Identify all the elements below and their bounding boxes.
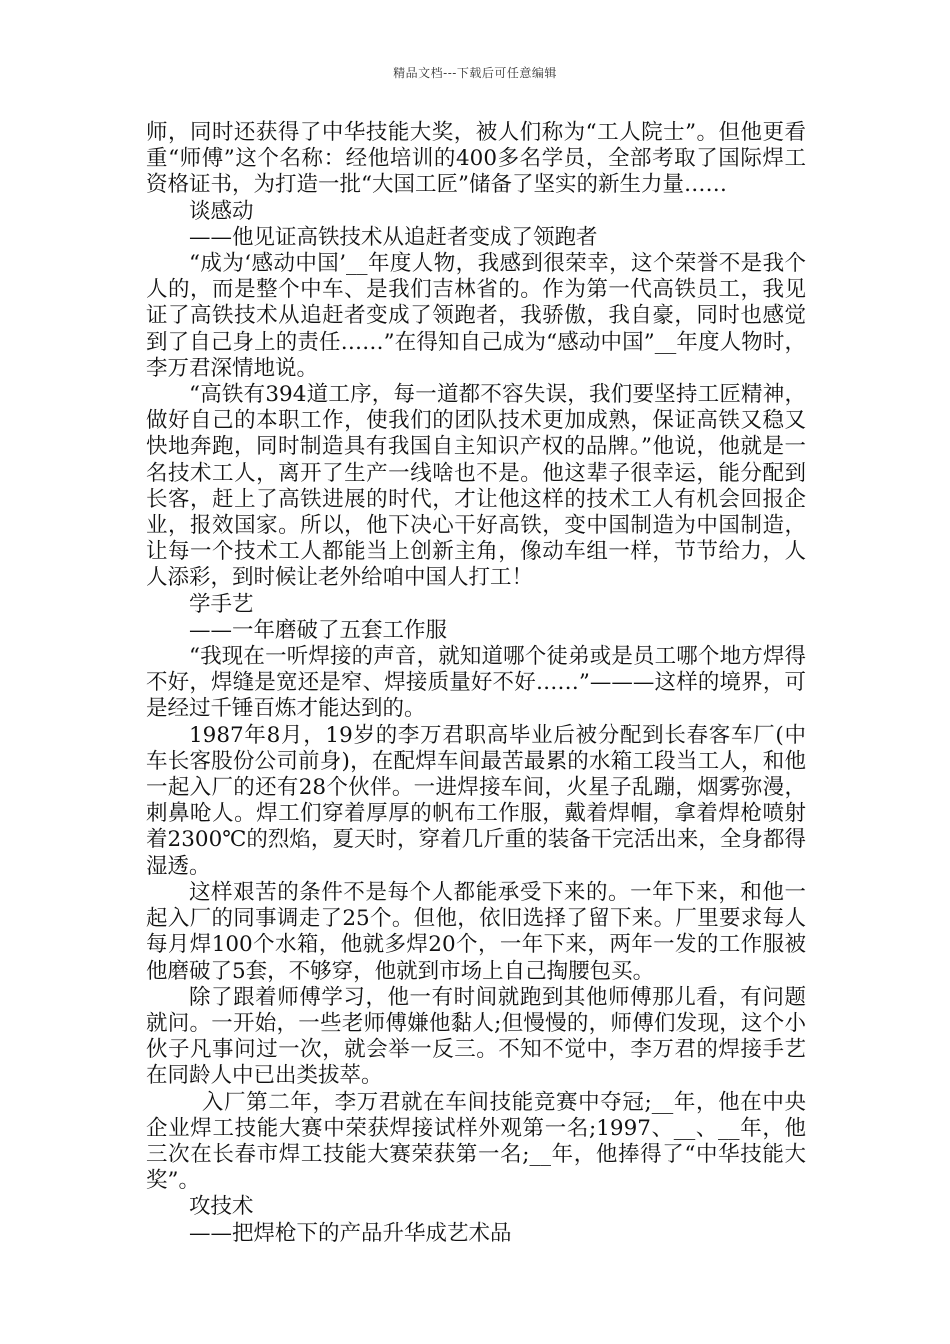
paragraph: 入厂第二年，李万君就在车间技能竞赛中夺冠;__年，他在中央企业焊工技能大赛中荣获焊接试样外观第一名;1997、__、__年，他三次在长春市焊工技能大赛荣获第一名;__年，他捧得了“中华技能大奖”。	[146, 1089, 806, 1194]
page-header: 精品文档---下载后可任意编辑	[393, 66, 557, 80]
paragraph: 1987年8月，19岁的李万君职高毕业后被分配到长春客车厂(中车长客股份公司前身)，在配焊车间最苦最累的水箱工段当工人，和他一起入厂的还有28个伙伴。一进焊接车间，火星子乱蹦，烟雾弥漫，刺鼻呛人。焊工们穿着厚厚的帆布工作服，戴着焊帽，拿着焊枪喷射着2300℃的烈焰，夏天时，穿着几斤重的装备干完活出来，全身都得湿透。	[146, 722, 806, 879]
section-heading: 攻技术	[189, 1194, 254, 1220]
section-subheading: ——他见证高铁技术从追赶者变成了领跑者	[189, 224, 598, 250]
paragraph: 师，同时还获得了中华技能大奖，被人们称为“工人院士”。但他更看重“师傅”这个名称：经他培训的400多名学员，全部考取了国际焊工资格证书，为打造一批“大国工匠”储备了坚实的新生力量……	[146, 120, 806, 198]
section-subheading: ——一年磨破了五套工作服	[189, 617, 448, 643]
paragraph: “高铁有394道工序，每一道都不容失误，我们要坚持工匠精神，做好自己的本职工作，使我们的团队技术更加成熟，保证高铁又稳又快地奔跑，同时制造具有我国自主知识产权的品牌。”他说，他就是一名技术工人，离开了生产一线啥也不是。他这辈子很幸运，能分配到长客，赶上了高铁进展的时代，才让他这样的技术工人有机会回报企业，报效国家。所以，他下决心干好高铁，变中国制造为中国制造，让每一个技术工人都能当上创新主角，像动车组一样，节节给力，人人添彩，到时候让老外给咱中国人打工！	[146, 382, 806, 591]
paragraph: “成为‘感动中国’__年度人物，我感到很荣幸，这个荣誉不是我个人的，而是整个中车、是我们吉林省的。作为第一代高铁员工，我见证了高铁技术从追赶者变成了领跑者，我骄傲，我自豪，同时也感觉到了自己身上的责任……”在得知自己成为“感动中国”__年度人物时，李万君深情地说。	[146, 251, 806, 381]
document-body	[146, 120, 806, 1247]
paragraph: 除了跟着师傅学习，他一有时间就跑到其他师傅那儿看，有问题就问。一开始，一些老师傅嫌他黏人;但慢慢的，师傅们发现，这个小伙子凡事问过一次，就会举一反三。不知不觉中，李万君的焊接手艺在同龄人中已出类拔萃。	[146, 984, 806, 1089]
section-subheading: ——把焊枪下的产品升华成艺术品	[189, 1220, 512, 1246]
section-heading: 学手艺	[189, 591, 254, 617]
paragraph: “我现在一听焊接的声音，就知道哪个徒弟或是员工哪个地方焊得不好，焊缝是宽还是窄、焊接质量好不好……”———这样的境界，可是经过千锤百炼才能达到的。	[146, 644, 806, 722]
section-heading: 谈感动	[189, 198, 254, 224]
paragraph: 这样艰苦的条件不是每个人都能承受下来的。一年下来，和他一起入厂的同事调走了25个。但他，依旧选择了留下来。厂里要求每人每月焊100个水箱，他就多焊20个，一年下来，两年一发的工作服被他磨破了5套，不够穿，他就到市场上自己掏腰包买。	[146, 879, 806, 984]
